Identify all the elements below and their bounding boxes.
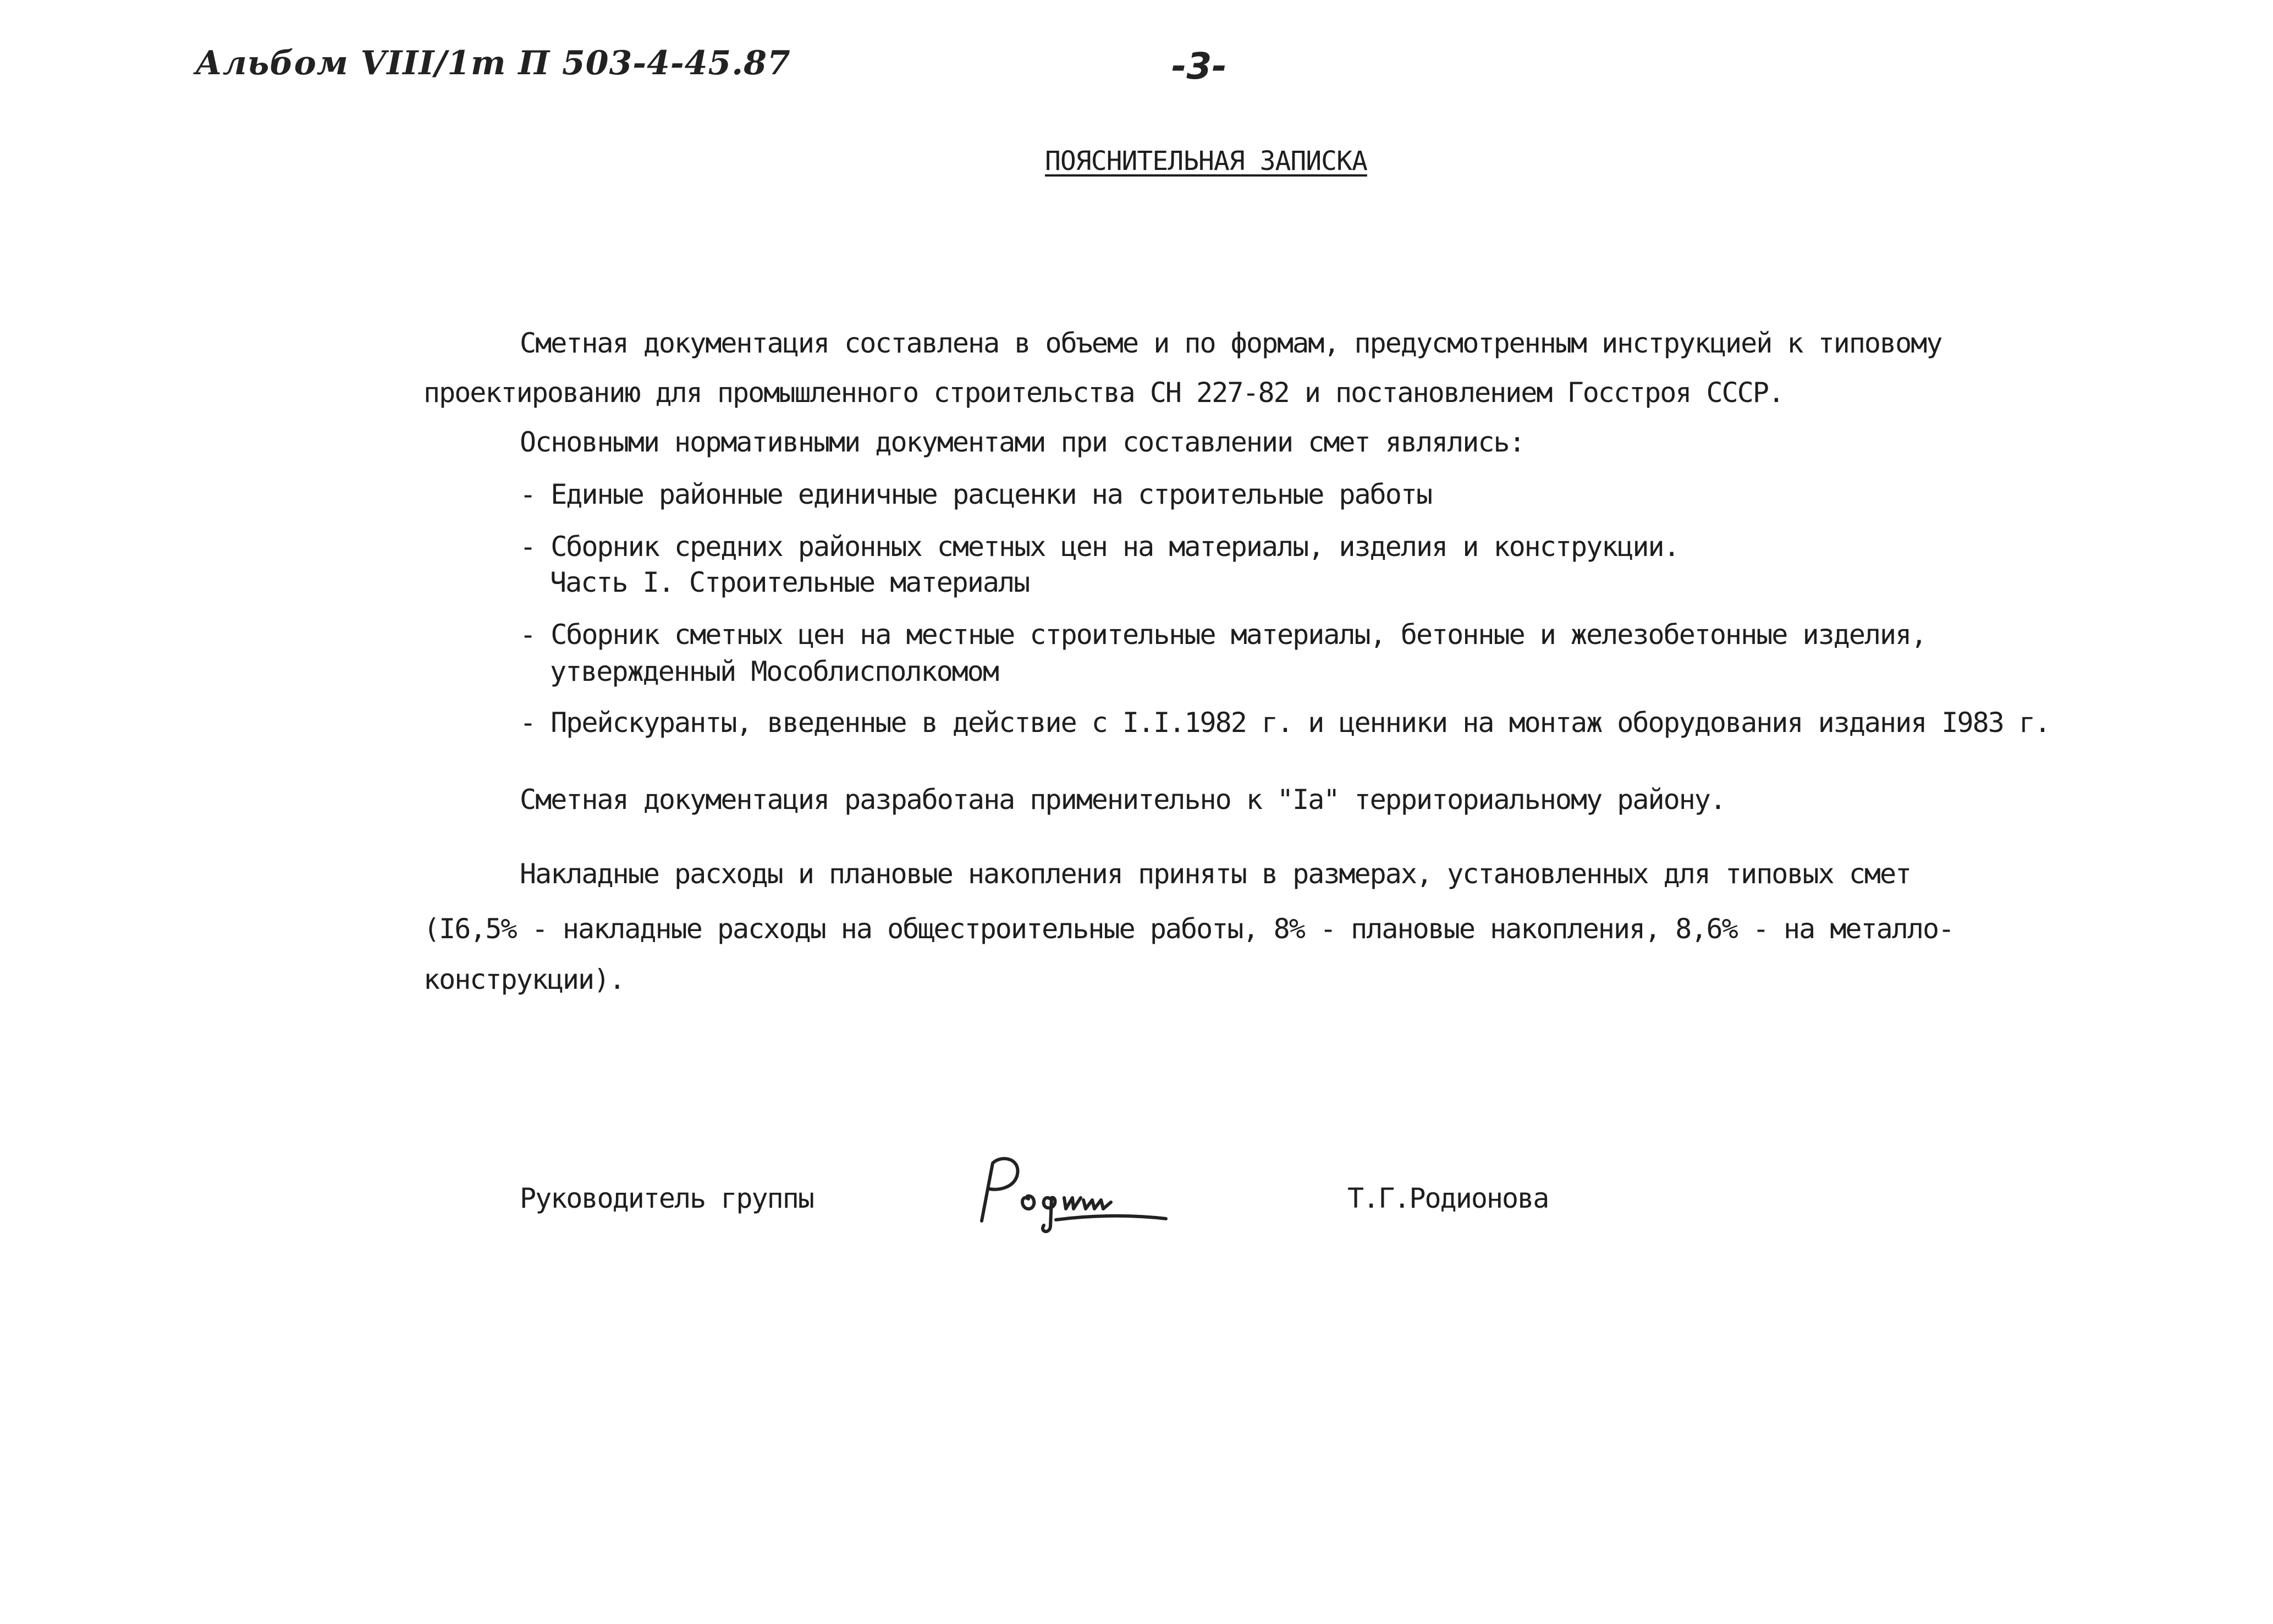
list-item-4: - Прейскуранты, введенные в действие с I.I.1982 г. и ценники на монтаж оборудования издания I983 г.	[520, 707, 2050, 739]
intro-line-2: проектированию для промышленного строительства СН 227-82 и постановлением Госстроя СССР.	[423, 377, 1784, 409]
intro-line-1: Сметная документация составлена в объеме и по формам, предусмотренным инструкцией к типовому	[520, 327, 1942, 359]
list-item-3-line-1: - Сборник сметных цен на местные строительные материалы, бетонные и железобетонные изделия,	[520, 619, 1927, 651]
overhead-line-3: конструкции).	[423, 964, 625, 995]
list-item-1: - Единые районные единичные расценки на строительные работы	[520, 478, 1432, 510]
handwritten-signature	[968, 1149, 1177, 1244]
list-item-3-line-2: утвержденный Мособлисполкомом	[550, 656, 998, 687]
overhead-line-1: Накладные расходы и плановые накопления приняты в размерах, установленных для типовых смет	[520, 858, 1911, 890]
territory-paragraph: Сметная документация разработана применительно к "Iа" территориальному району.	[520, 784, 1725, 816]
signatory-name: Т.Г.Родионова	[1347, 1182, 1549, 1214]
album-reference: Альбом VIII/1т П 503-4-45.87	[195, 44, 791, 82]
overhead-line-2: (I6,5% - накладные расходы на общестроительные работы, 8% - плановые накопления, 8,6% - на металло-	[423, 913, 1954, 945]
list-item-2-line-2: Часть I. Строительные материалы	[550, 566, 1030, 598]
document-title: ПОЯСНИТЕЛЬНАЯ ЗАПИСКА	[1045, 146, 1367, 177]
signatory-role: Руководитель группы	[520, 1182, 813, 1214]
page-number: -3-	[1171, 45, 1227, 87]
list-item-2-line-1: - Сборник средних районных сметных цен на материалы, изделия и конструкции.	[520, 531, 1679, 563]
normative-lead: Основными нормативными документами при составлении смет являлись:	[520, 426, 1524, 458]
